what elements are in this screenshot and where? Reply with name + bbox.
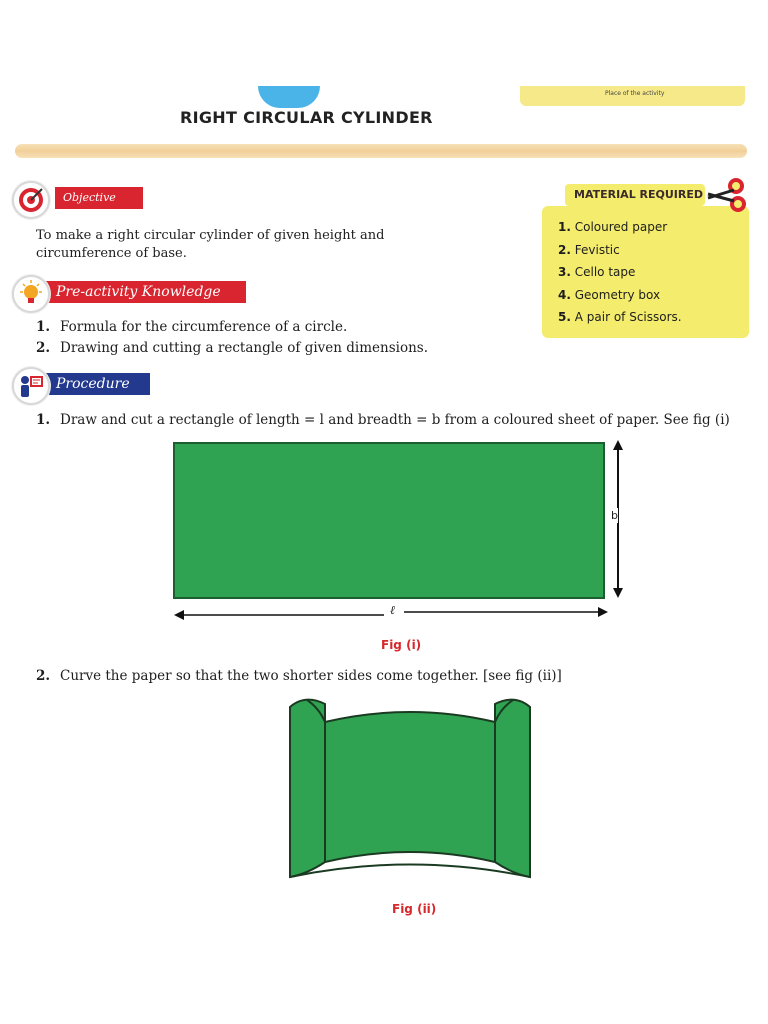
- objective-tag: [55, 187, 143, 209]
- pre-activity-item: [36, 318, 347, 336]
- material-list: [558, 216, 682, 329]
- target-icon: [12, 181, 50, 219]
- step-number: 1.: [36, 412, 51, 428]
- figure-1-caption: Fig (i): [381, 638, 422, 652]
- figure-2: [285, 692, 545, 896]
- page-title: RIGHT CIRCULAR CYLINDER: [180, 108, 433, 127]
- step-text: Draw and cut a rectangle of length = l and breadth = b from a coloured sheet of paper. See fig (i): [60, 412, 730, 428]
- item-number: 2.: [36, 340, 51, 356]
- pre-activity-tag-label: Pre-activity Knowledge: [40, 281, 246, 303]
- lightbulb-icon: [12, 275, 50, 313]
- material-item: 3. Cello tape: [558, 265, 636, 279]
- material-item: 4. Geometry box: [558, 287, 661, 302]
- procedure-tag-label: Procedure: [40, 373, 150, 395]
- procedure-step: [36, 667, 736, 685]
- figure-2-caption: Fig (ii): [392, 902, 437, 916]
- material-item: 5. A pair of Scissors.: [558, 310, 682, 324]
- pre-activity-item: [36, 339, 428, 357]
- header-divider-band: [15, 144, 747, 158]
- procedure-step: [36, 411, 736, 429]
- objective-tag-label: Objective: [55, 187, 143, 209]
- item-text: Formula for the circumference of a circle.: [60, 319, 348, 335]
- figure-1: [172, 440, 632, 634]
- pre-activity-tag: [40, 281, 246, 303]
- header-box-text: Place of the activity: [605, 90, 665, 97]
- material-item: 1. Coloured paper: [558, 220, 668, 234]
- objective-text: To make a right circular cylinder of given height and circumference of base.: [36, 228, 385, 261]
- step-number: 2.: [36, 668, 51, 684]
- length-label: ℓ: [390, 603, 395, 617]
- material-title: MATERIAL REQUIRED: [574, 188, 704, 201]
- item-text: Drawing and cutting a rectangle of given dimensions.: [60, 340, 429, 356]
- material-item: 2. Fevistic: [558, 242, 620, 257]
- presentation-icon: [12, 367, 50, 405]
- item-number: 1.: [36, 319, 51, 335]
- step-text: Curve the paper so that the two shorter sides come together. [see fig (ii)]: [60, 668, 562, 684]
- header-decoration-circle: [258, 86, 320, 108]
- procedure-tag: [40, 373, 150, 395]
- scissors-icon: [706, 176, 750, 220]
- breadth-label: b: [611, 509, 618, 522]
